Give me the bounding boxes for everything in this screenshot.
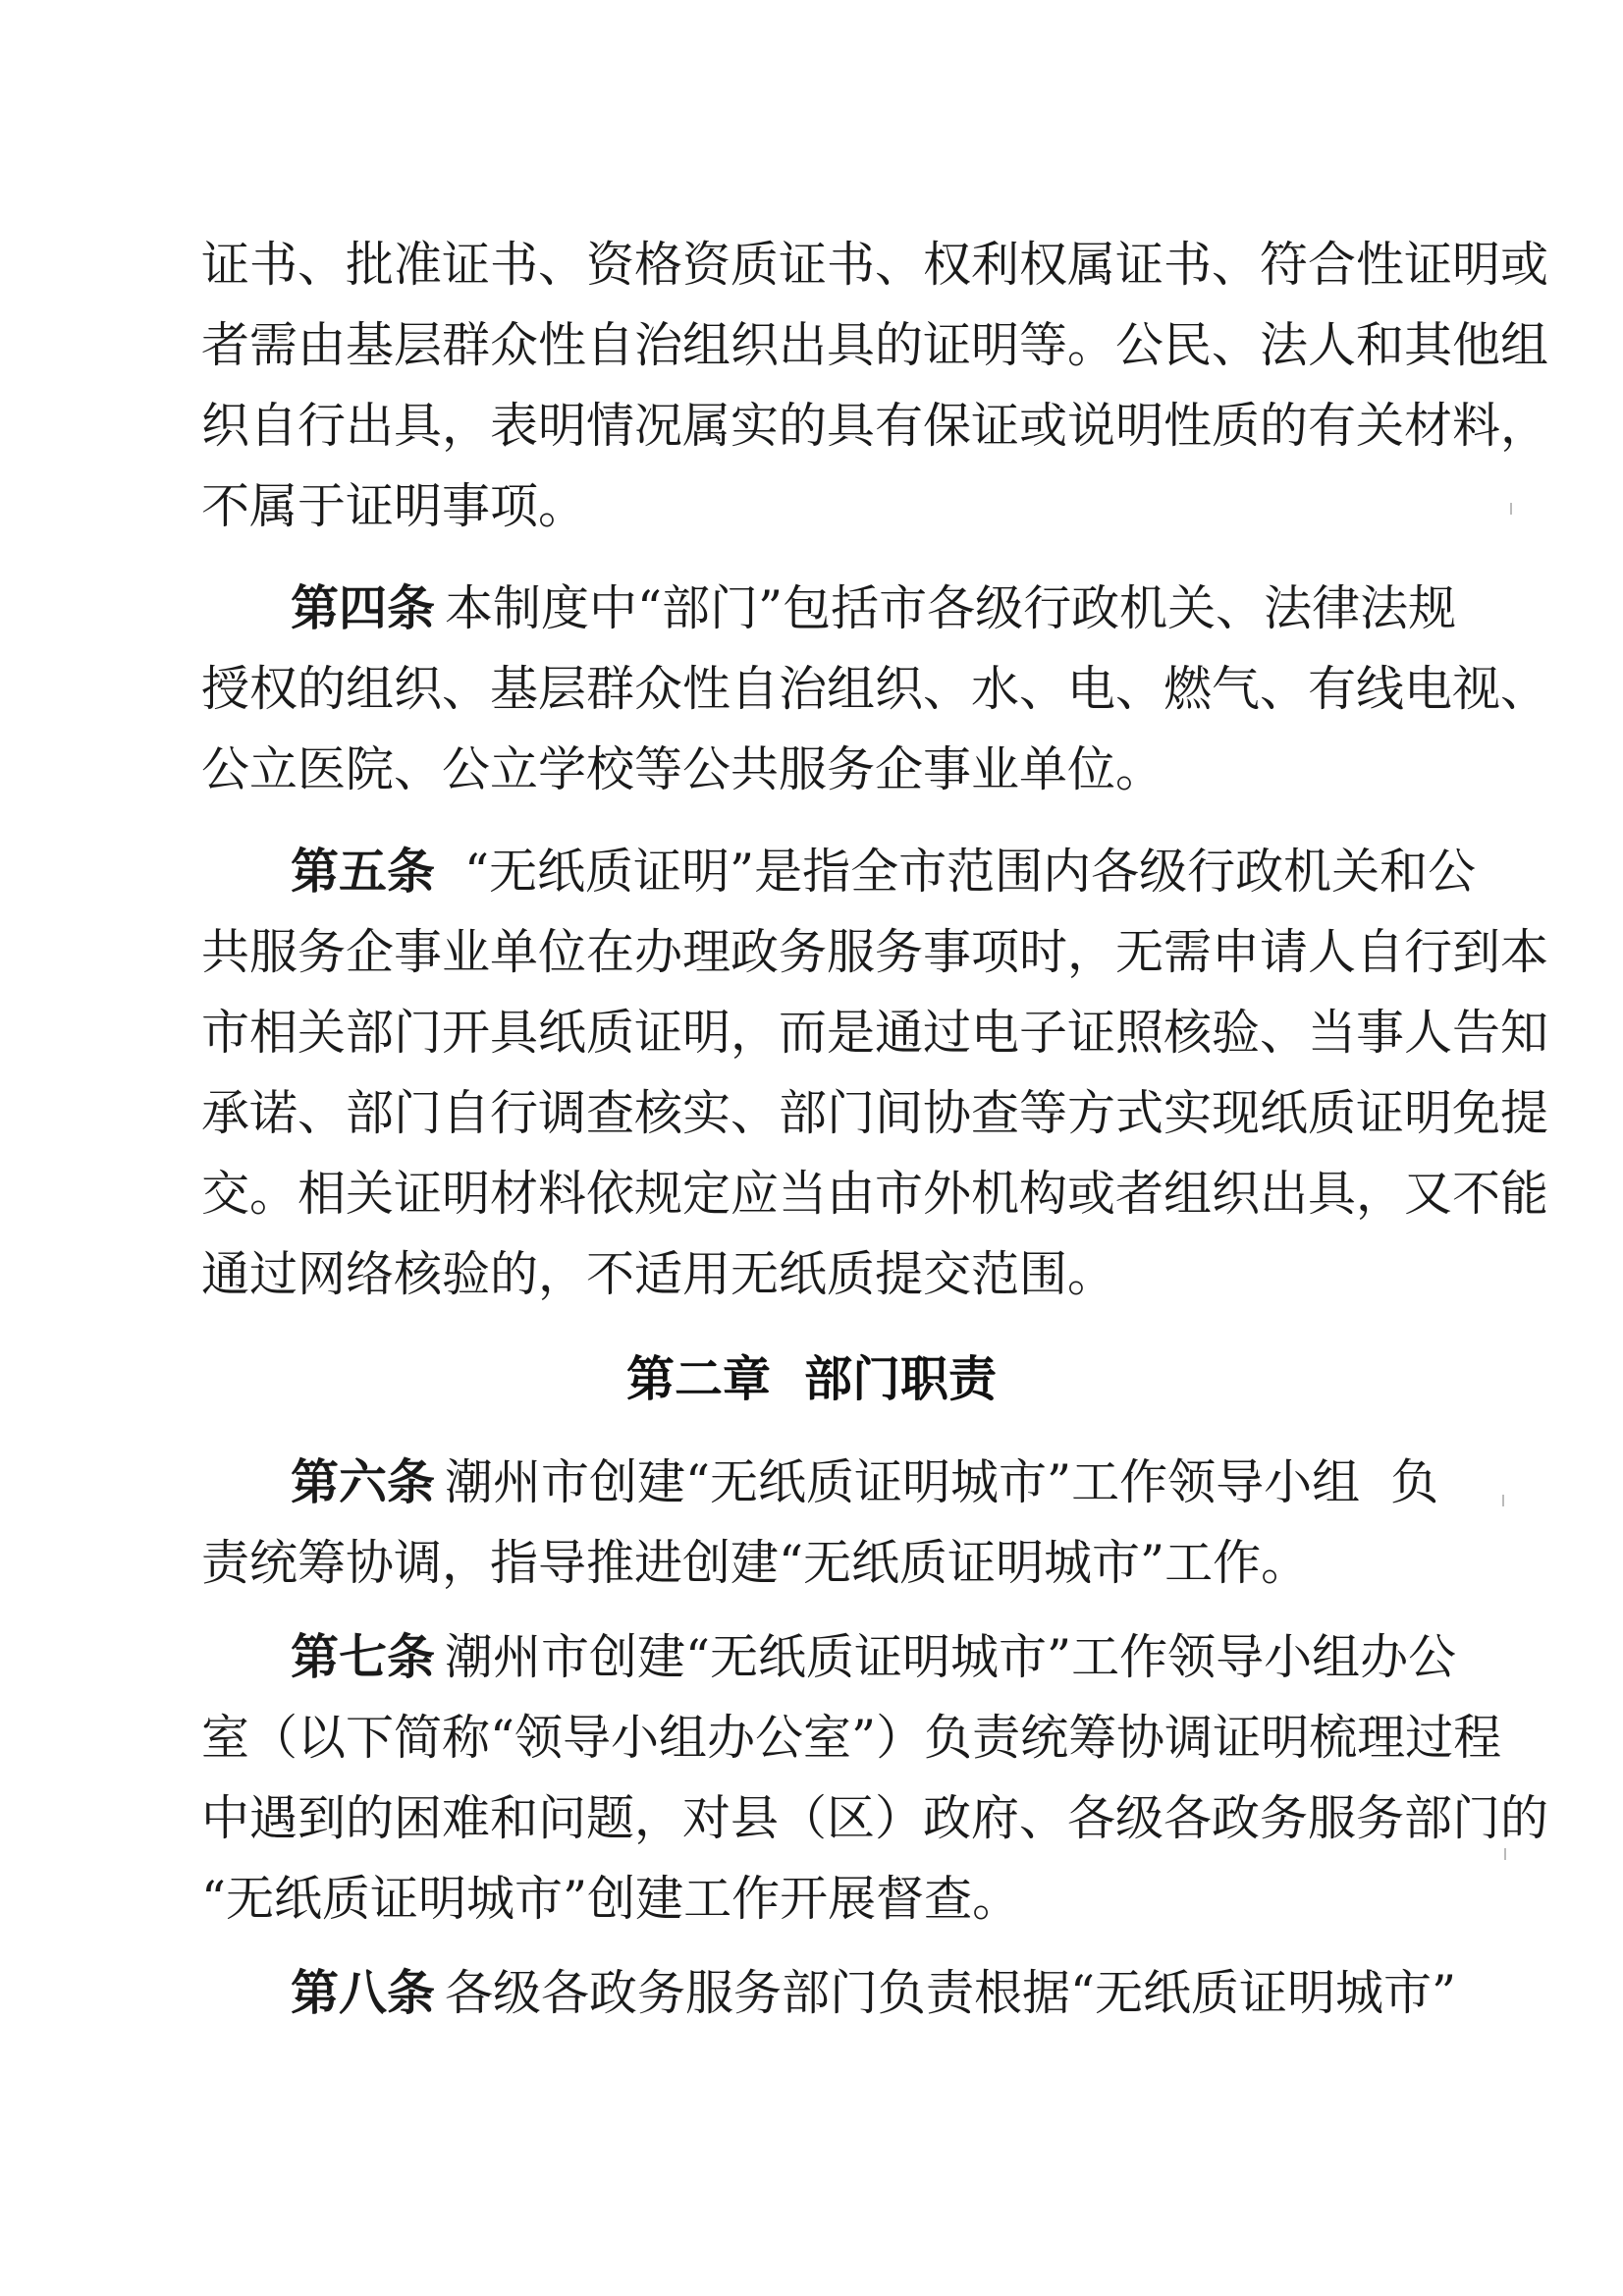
text-line: “无纸质证明城市”创建工作开展督查。 [201, 1871, 1021, 1927]
text-line: 本制度中“部门”包括市各级行政机关、法律法规 [445, 580, 1457, 636]
text-line: 中遇到的困难和问题，对县（区）政府、各级各政务服务部门的 [201, 1790, 1549, 1846]
text-line: 交。相关证明材料依规定应当由市外机构或者组织出具，又不能 [201, 1166, 1549, 1222]
text-line: 责统筹协调，指导推进创建“无纸质证明城市”工作。 [201, 1535, 1310, 1591]
article-label: 第八条 [291, 1965, 436, 2021]
text-line: 共服务企事业单位在办理政务服务事项时，无需申请人自行到本 [201, 924, 1549, 980]
text-line: 证书、批准证书、资格资质证书、权利权属证书、符合性证明或 [201, 237, 1549, 293]
article-label: 第七条 [291, 1629, 436, 1685]
text-line: 市相关部门开具纸质证明，而是通过电子证照核验、当事人告知 [201, 1005, 1549, 1061]
article-label: 第四条 [291, 580, 436, 636]
article-label: 第五条 [291, 844, 436, 900]
text-line: 公立医院、公立学校等公共服务企事业单位。 [201, 741, 1164, 797]
text-line: 不属于证明事项。 [201, 478, 587, 534]
text-line: 室（以下简称“领导小组办公室”）负责统筹协调证明梳理过程 [201, 1710, 1502, 1766]
text-line: 通过网络核验的，不适用无纸质提交范围。 [201, 1246, 1116, 1302]
article-label: 第六条 [291, 1454, 436, 1510]
text-line: 织自行出具，表明情况属实的具有保证或说明性质的有关材料， [201, 398, 1549, 454]
text-line: 承诺、部门自行调查核实、部门间协查等方式实现纸质证明免提 [201, 1085, 1549, 1141]
text-line: “无纸质证明”是指全市范围内各级行政机关和公 [464, 844, 1477, 900]
text-line: 潮州市创建“无纸质证明城市”工作领导小组办公 [445, 1629, 1457, 1685]
chapter-heading: 第二章 部门职责 [625, 1351, 998, 1407]
scan-speck [1510, 503, 1512, 515]
text-line: 授权的组织、基层群众性自治组织、水、电、燃气、有线电视、 [201, 661, 1549, 717]
scan-speck [1504, 1848, 1506, 1860]
scan-speck [1502, 1495, 1504, 1506]
text-line: 者需由基层群众性自治组织出具的证明等。公民、法人和其他组 [201, 317, 1549, 373]
text-line: 潮州市创建“无纸质证明城市”工作领导小组 负 [445, 1454, 1439, 1510]
text-line: 各级各政务服务部门负责根据“无纸质证明城市” [445, 1965, 1457, 2021]
